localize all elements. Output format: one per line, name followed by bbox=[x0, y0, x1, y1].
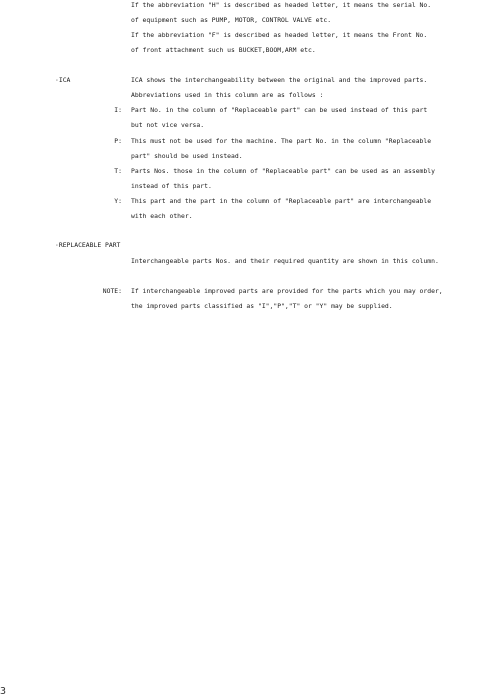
ica-item-y-line-1: This part and the part in the column of "Replaceable part" are interchangeable bbox=[131, 197, 432, 205]
ica-intro-line-2: Abbreviations used in this column are as follows : bbox=[131, 91, 324, 99]
note-label: NOTE: bbox=[102, 287, 122, 295]
abbreviation-f-line-2: of front attachment such us BUCKET,BOOM,ARM etc. bbox=[131, 46, 316, 54]
ica-key-i: I: bbox=[114, 106, 122, 114]
ica-heading: ·ICA bbox=[55, 76, 71, 84]
note-line-2: the improved parts classified as "I","P","T" or "Y" may be supplied. bbox=[131, 302, 393, 310]
abbreviation-h-line-1: If the abbreviation "H" is described as headed letter, it means the serial No. bbox=[131, 1, 432, 9]
ica-item-i-line-1: Part No. in the column of "Replaceable part" can be used instead of this part bbox=[131, 106, 428, 114]
ica-key-y: Y: bbox=[114, 197, 122, 205]
ica-item-y-line-2: with each other. bbox=[131, 212, 193, 220]
abbreviation-f-line-1: If the abbreviation "F" is described as headed letter, it means the Front No. bbox=[131, 31, 428, 39]
replaceable-part-line: Interchangeable parts Nos. and their required quantity are shown in this column. bbox=[131, 257, 439, 265]
replaceable-part-heading: ·REPLACEABLE PART bbox=[55, 241, 121, 249]
ica-item-p-line-2: part" should be used instead. bbox=[131, 152, 243, 160]
ica-intro-line-1: ICA shows the interchangeability between the original and the improved parts. bbox=[131, 76, 428, 84]
note-line-1: If interchangeable improved parts are provided for the parts which you may order, bbox=[131, 287, 443, 295]
ica-item-t-line-1: Parts Nos. those in the column of "Replaceable part" can be used as an assembly bbox=[131, 167, 435, 175]
ica-item-p-line-1: This must not be used for the machine. The part No. in the column "Replaceable bbox=[131, 137, 432, 145]
ica-item-i-line-2: but not vice versa. bbox=[131, 121, 205, 129]
ica-key-t: T: bbox=[114, 167, 122, 175]
page-number: 3 bbox=[0, 686, 7, 697]
ica-key-p: P: bbox=[114, 137, 122, 145]
abbreviation-h-line-2: of equipment such as PUMP, MOTOR, CONTROL VALVE etc. bbox=[131, 16, 332, 24]
ica-item-t-line-2: instead of this part. bbox=[131, 182, 212, 190]
